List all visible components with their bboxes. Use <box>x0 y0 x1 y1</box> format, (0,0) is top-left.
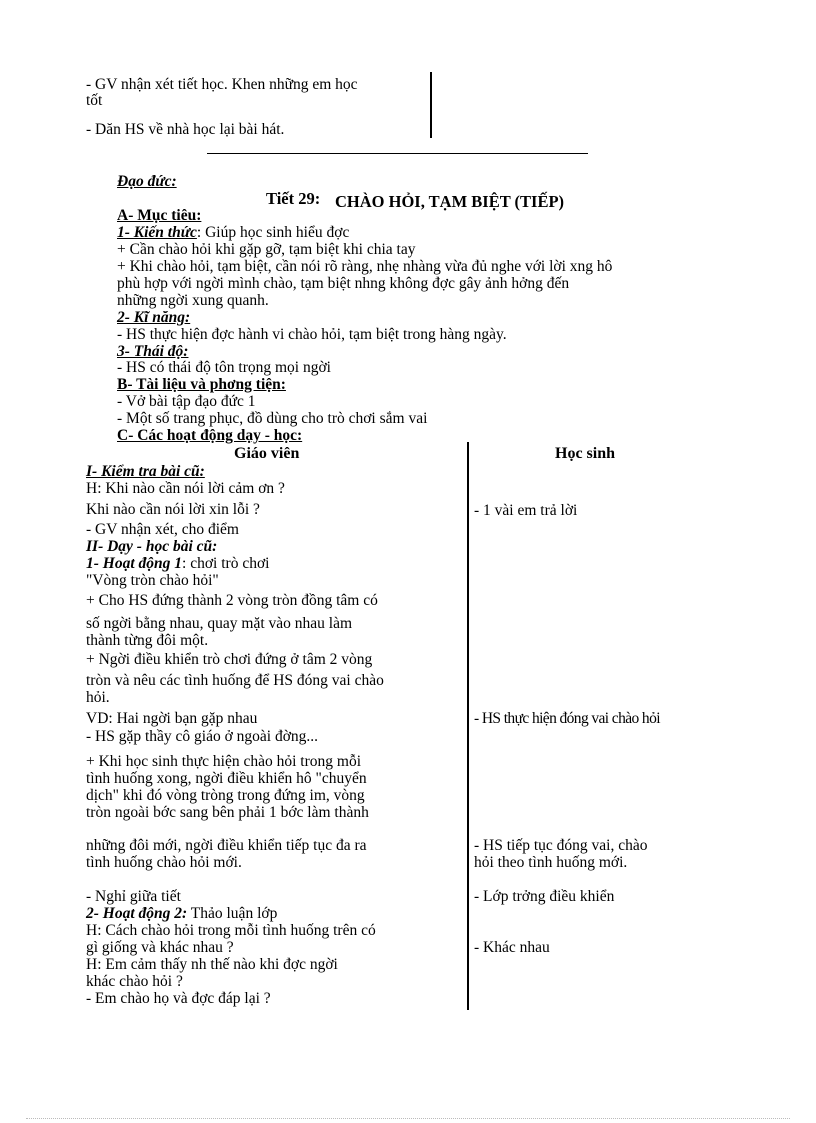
activity-1-text: : chơi trò chơi <box>182 555 270 572</box>
teacher-line-25: gì giống và khác nhau ? <box>86 939 234 956</box>
teacher-line-05: II- Dạy - học bài cũ: <box>86 538 218 555</box>
section-separator <box>207 153 588 154</box>
top-line-2: tốt <box>86 92 103 109</box>
teacher-line-24: H: Cách chào hỏi trong mỗi tình huống trên có <box>86 922 376 939</box>
teacher-line-26: H: Em cảm thấy nh thế nào khi đợc ngời <box>86 956 338 973</box>
teacher-line-09: số ngời bằng nhau, quay mặt vào nhau làm <box>86 615 353 632</box>
teacher-line-23 <box>86 906 277 923</box>
page-bottom-border <box>26 1118 790 1119</box>
student-line-06: - Khác nhau <box>474 939 550 956</box>
activity-1-label: 1- Hoạt động 1 <box>86 555 183 572</box>
teacher-line-22: - Nghỉ giữa tiết <box>86 888 181 905</box>
knowledge-item-2a: + Khi chào hỏi, tạm biệt, cần nói rõ ràng, nhẹ nhàng vừa đủ nghe với lời xng hô <box>117 258 613 275</box>
student-line-01: - 1 vài em trả lời <box>474 502 578 519</box>
materials-heading: B- Tài liệu và phơng tiện: <box>117 376 286 393</box>
teacher-line-16: + Khi học sinh thực hiện chào hỏi trong mỗi <box>86 753 362 770</box>
top-column-divider <box>430 72 432 138</box>
teacher-line-18: dịch" khi đó vòng tròng trong đứng im, vòng <box>86 787 365 804</box>
teacher-line-07: "Vòng tròn chào hỏi" <box>86 572 219 589</box>
knowledge-text: : Giúp học sinh hiểu đợc <box>196 224 350 241</box>
objectives-heading: A- Mục tiêu: <box>117 207 202 224</box>
teacher-line-15: - HS gặp thầy cô giáo ở ngoài đờng... <box>86 728 319 745</box>
teacher-line-27: khác chào hỏi ? <box>86 973 183 990</box>
top-line-3: - Dăn HS về nhà học lại bài hát. <box>86 121 285 138</box>
teacher-line-14: VD: Hai ngời bạn gặp nhau <box>86 710 258 727</box>
teacher-line-12: tròn và nêu các tình huống để HS đóng vai chào <box>86 672 384 689</box>
student-line-05: - Lớp trởng điều khiển <box>474 888 615 905</box>
skills-label: 2- Kĩ năng: <box>117 309 191 326</box>
knowledge-item-1: + Cần chào hỏi khi gặp gỡ, tạm biệt khi chia tay <box>117 241 416 258</box>
knowledge-label: 1- Kiến thức <box>117 224 197 241</box>
lesson-number: Tiết 29: <box>266 189 321 208</box>
attitude-label: 3- Thái độ: <box>117 343 189 360</box>
col-header-student: Học sinh <box>555 445 616 462</box>
student-line-02: - HS thực hiện đóng vai chào hỏi <box>474 710 660 727</box>
student-line-03: - HS tiếp tục đóng vai, chào <box>474 837 648 854</box>
student-line-04: hỏi theo tình huống mới. <box>474 854 628 871</box>
lesson-title: CHÀO HỎI, TẠM BIỆT (TIẾP) <box>335 192 565 211</box>
attitude-item-1: - HS có thái độ tôn trọng mọi ngời <box>117 359 331 376</box>
teacher-line-13: hỏi. <box>86 689 110 706</box>
activities-heading: C- Các hoạt động dạy - học: <box>117 427 303 444</box>
top-line-1: - GV nhận xét tiết học. Khen những em học <box>86 76 358 93</box>
teacher-line-06 <box>86 556 269 573</box>
teacher-line-03: Khi nào cần nói lời xin lỗi ? <box>86 501 260 518</box>
teacher-line-02: H: Khi nào cần nói lời cảm ơn ? <box>86 480 285 497</box>
col-header-teacher: Giáo viên <box>234 445 300 462</box>
materials-item-2: - Một số trang phục, đồ dùng cho trò chơi sắm vai <box>117 410 428 427</box>
materials-item-1: - Vở bài tập đạo đức 1 <box>117 393 256 410</box>
teacher-line-04: - GV nhận xét, cho điểm <box>86 521 239 538</box>
skills-item-1: - HS thực hiện đợc hành vi chào hỏi, tạm biệt trong hàng ngày. <box>117 326 507 343</box>
teacher-line-11: + Ngời điều khiển trò chơi đứng ở tâm 2 vòng <box>86 651 373 668</box>
activity-2-label: 2- Hoạt động 2: <box>86 905 188 922</box>
teacher-line-20: những đôi mới, ngời điều khiển tiếp tục đa ra <box>86 837 367 854</box>
activity-2-text: Thảo luận lớp <box>187 905 278 922</box>
teacher-line-17: tình huống xong, ngời điều khiển hô "chuyển <box>86 770 367 787</box>
teacher-line-01: I- Kiểm tra bài cũ: <box>86 463 205 480</box>
activities-column-divider <box>467 442 469 1010</box>
teacher-line-21: tình huống chào hỏi mới. <box>86 854 242 871</box>
teacher-line-10: thành từng đôi một. <box>86 632 209 649</box>
teacher-line-28: - Em chào họ và đợc đáp lại ? <box>86 990 271 1007</box>
teacher-line-19: tròn ngoài bớc sang bên phải 1 bớc làm thành <box>86 804 369 821</box>
teacher-line-08: + Cho HS đứng thành 2 vòng tròn đồng tâm có <box>86 592 378 609</box>
subject-heading: Đạo đức: <box>117 173 177 190</box>
knowledge-item-2c: những ngời xung quanh. <box>117 292 269 309</box>
knowledge-line <box>117 225 349 242</box>
knowledge-item-2b: phù hợp với ngời mình chào, tạm biệt nhng không đợc gây ảnh hởng đến <box>117 275 570 292</box>
